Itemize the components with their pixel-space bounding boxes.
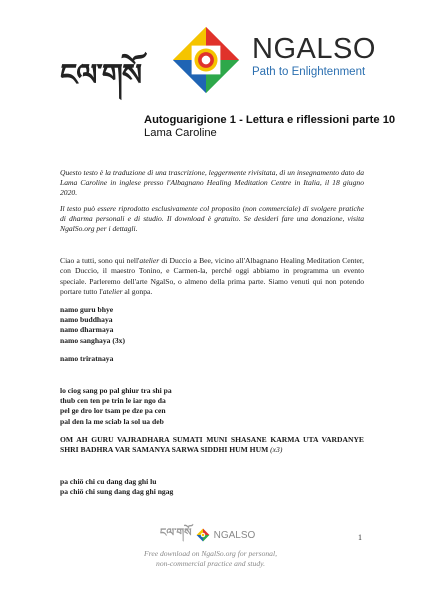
guru-mantra-text: OM AH GURU VAJRADHARA SUMATI MUNI SHASANE KARMA UTA VARDANYE SHRI BADHRA VAR SAMANYA SARWA SIDDHI HUM HUM xyxy=(60,434,364,455)
footer-note-line-2: non-commercial practice and study. xyxy=(156,558,265,568)
brand-name: NGALSO xyxy=(252,33,376,65)
body-italic-atelier-1: atelier xyxy=(139,256,160,266)
verse-line: pal den la me sciab la sol ua deb xyxy=(60,416,164,426)
brand-tagline: Path to Enlightenment xyxy=(252,66,366,78)
body-text-3: al gonpa. xyxy=(122,286,153,296)
footer-brand-name: NGALSO xyxy=(213,529,256,541)
closing-line: pa chiö chi sung dang dag ghi ngag xyxy=(60,487,174,497)
intro-note-translation: Questo testo è la traduzione di una trascrizione, leggermente rivisitata, di un insegnamento dato da Lama Caroline in inglese presso l'Albagnano Healing Meditation Centre in Italia, il 18 giugno 2020. xyxy=(60,168,364,198)
footer-tibetan-logo: ངལ་གསོ xyxy=(160,525,192,539)
footer-logo xyxy=(160,527,255,543)
tibetan-logo-text: ངལ་གསོ xyxy=(60,58,142,93)
document-title: Autoguarigione 1 - Lettura e riflessioni parte 10 xyxy=(144,114,396,126)
document-author: Lama Caroline xyxy=(144,127,217,139)
body-text-2: di Duccio a Bee, vicino all'Albagnano Healing Meditation Center, con Duccio, il maestro Tonino, e Carmen-la, perché oggi abbiamo in programma un evento speciale. Parleremo dell'arte NgalSo, o almeno della prima parte. Siamo venuti qui non potendo portare tutto l' xyxy=(60,256,364,296)
ngalso-emblem-icon xyxy=(170,24,242,96)
footer-note xyxy=(0,549,421,568)
verse-line: thub cen ten pe trin le iar ngo da xyxy=(60,396,166,406)
intro-note-license: Il testo può essere riprodotto esclusivamente col proposito (non commerciale) di svolgere pratiche di dharma personali e di studio. Il download è gratuito. Se desideri fare una donazione, visita NgalSo.org per i dettagli. xyxy=(60,203,364,234)
triratna-line: namo triratnaya xyxy=(60,353,114,363)
refuge-line: namo dharmaya xyxy=(60,325,114,335)
page-number: 1 xyxy=(358,533,362,542)
refuge-line: namo sanghaya (3x) xyxy=(60,335,125,345)
body-italic-atelier-2: atelier xyxy=(102,286,123,296)
brand-block xyxy=(252,34,376,78)
guru-mantra-count: (x3) xyxy=(270,445,283,455)
refuge-line: namo buddhaya xyxy=(60,315,113,325)
closing-line: pa chiö chi cu dang dag ghi lu xyxy=(60,477,157,487)
footer-emblem-icon xyxy=(196,528,210,542)
guru-mantra xyxy=(60,435,364,455)
footer-note-line-1: Free download on NgalSo.org for personal, xyxy=(144,549,277,558)
title-block xyxy=(144,114,395,139)
verse-line: lo ciog sang po pal ghiur tra shi pa xyxy=(60,386,172,396)
body-paragraph xyxy=(60,256,364,297)
document-body xyxy=(60,168,364,498)
page-header xyxy=(0,20,421,105)
verse-line: pel ge dro lor tsam pe dze pa cen xyxy=(60,406,166,416)
refuge-line: namo guru bhye xyxy=(60,305,114,315)
body-text-1: Ciao a tutti, sono qui nell' xyxy=(60,256,140,266)
